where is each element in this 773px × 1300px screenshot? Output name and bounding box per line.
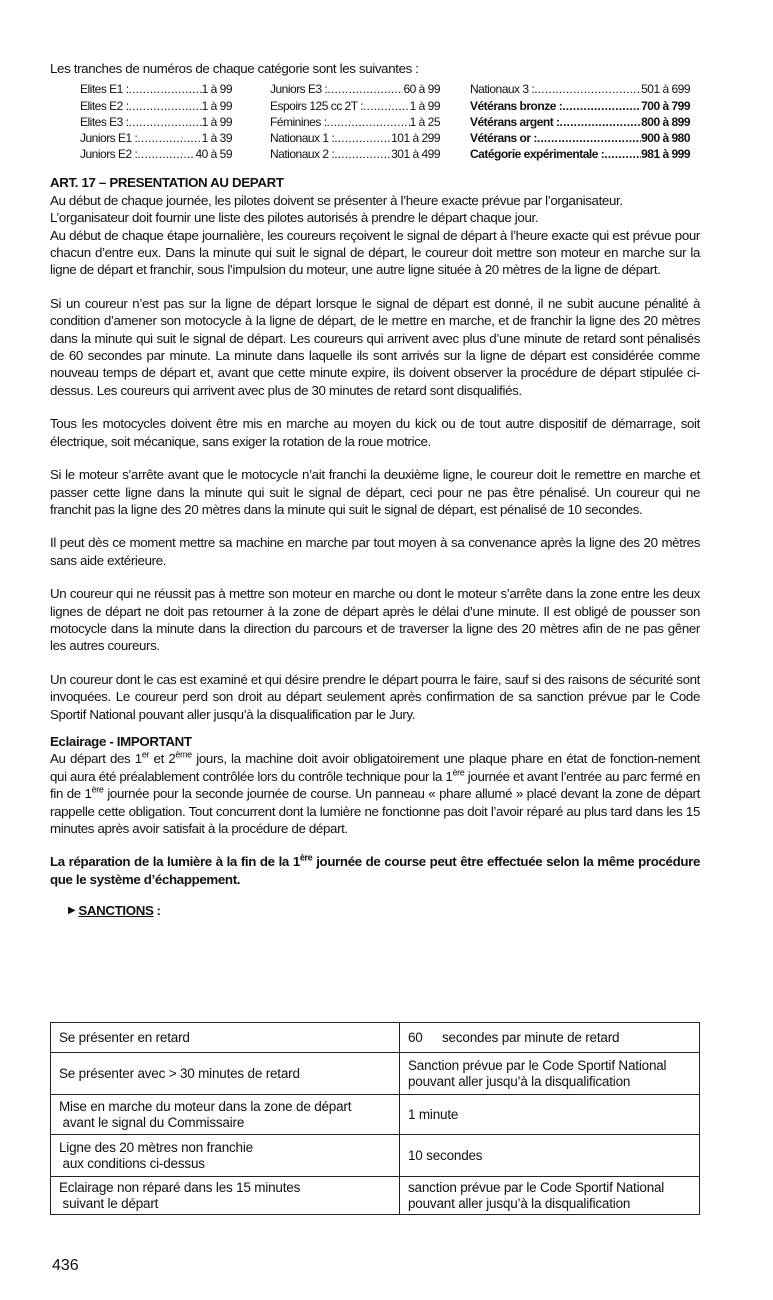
page-number: 436 (52, 1257, 79, 1274)
article-17-paragraph-1c: Au début de chaque étape journalière, les coureurs reçoivent le signal de départ à l’heure exacte qui est prévue pour chacun d’entre eux. Dans la minute qui suit le signal de départ, le coureur doit mettre son moteur en marche sur la ligne de départ et franchir, sous l’impulsion du moteur, une autre ligne située à 20 mètres de la ligne de départ. (50, 227, 700, 278)
range-item: Juniors E1 : ..... 1 à 39 (80, 130, 232, 146)
table-cell: 60 secondes par minute de retard (400, 1023, 700, 1053)
table-cell: Eclairage non réparé dans les 15 minutes suivant le départ (51, 1177, 400, 1215)
table-cell: Sanction prévue par le Code Sportif National pouvant aller jusqu’à la disqualification (400, 1053, 700, 1095)
range-item: Vétérans bronze : ..... 700 à 799 (470, 98, 690, 114)
range-item: Vétérans or : ..... 900 à 980 (470, 130, 690, 146)
article-17-paragraph-4: Si le moteur s’arrête avant que le motocycle n’ait franchi la deuxième ligne, le coureur doit le remettre en marche et passer cette ligne dans la minute qui suit le signal de départ, ceci pour ne pas être pénalisé. Un coureur qui ne franchit pas la ligne des 20 mètres dans la minute qui suit le signal de départ, est pénalisé de 10 secondes. (50, 467, 700, 517)
table-row (51, 1135, 700, 1177)
range-item: Espoirs 125 cc 2T : ..... 1 à 99 (270, 98, 440, 114)
range-item: Vétérans argent : ..... 800 à 899 (470, 114, 690, 130)
sanctions-table (50, 1022, 700, 1215)
table-cell: Se présenter avec > 30 minutes de retard (51, 1053, 400, 1095)
article-17-heading: ART. 17 – PRESENTATION AU DEPART (50, 175, 284, 191)
article-17-paragraph-5: Il peut dès ce moment mettre sa machine en marche par tout moyen à sa convenance après la ligne des 20 mètres sans aide extérieure. (50, 535, 700, 568)
eclairage-bold-note: La réparation de la lumière à la fin de la 1ère journée de course peut être effectuée selon la même procédure que le système d’échappement. (50, 853, 700, 887)
article-17-paragraph-2: Si un coureur n’est pas sur la ligne de départ lorsque le signal de départ est donné, il ne subit aucune pénalité à condition d’amener son motocycle à la ligne de départ, de le mettre en marche, et de franchir la ligne des 20 mètres dans la minute qui suit le signal de départ. Les coureurs qui arrivent avec plus d’une minute de retard sont pénalisés de 60 secondes par minute. La minute dans laquelle ils sont arrivés sur la ligne de départ est considérée comme nouveau temps de départ et, avant que cette minute expire, ils doivent observer la procédure de départ stipulée ci-dessus. Les coureurs qui arrivent avec plus de 30 minutes de retard sont disqualifiés. (50, 295, 700, 398)
article-17-paragraph-1b: L’organisateur doit fournir une liste des pilotes autorisés à prendre le départ chaque jour. (50, 210, 539, 226)
range-item: Juniors E3 : ..... 60 à 99 (270, 81, 440, 97)
article-17-paragraph-1a: Au début de chaque journée, les pilotes doivent se présenter à l’heure exacte prévue par l’organisateur. (50, 192, 623, 208)
table-row (51, 1095, 700, 1135)
range-item: Elites E3 : ..... 1 à 99 (80, 114, 232, 130)
table-row (51, 1053, 700, 1095)
sanctions-heading: ▶ SANCTIONS : (68, 903, 161, 919)
article-17-paragraph-7: Un coureur dont le cas est examiné et qui désire prendre le départ pourra le faire, sauf si des raisons de sécurité sont invoquées. Le coureur perd son droit au départ seulement après confirmation de sa sanction prévue par le Code Sportif National pouvant aller jusqu’à la disqualification par le Jury. (50, 671, 700, 722)
article-17-paragraph-6: Un coureur qui ne réussit pas à mettre son moteur en marche ou dont le moteur s’arrête dans la zone entre les deux lignes de départ ne doit pas retourner à la zone de départ après le délai d’une minute. Il est obligé de pousser son motocycle dans la minute dans la direction du parcours et de traverser la ligne des 20 mètres afin de ne pas gêner les autres coureurs. (50, 586, 700, 654)
range-item: Elites E1 : ..... 1 à 99 (80, 81, 232, 97)
range-item: Féminines : ..... 1 à 25 (270, 114, 440, 130)
ranges-intro: Les tranches de numéros de chaque catégorie sont les suivantes : (50, 61, 419, 76)
table-cell: 1 minute (400, 1095, 700, 1135)
ranges-column-2 (270, 81, 440, 162)
table-cell: sanction prévue par le Code Sportif National pouvant aller jusqu’à la disqualification (400, 1177, 700, 1215)
table-row (51, 1023, 700, 1053)
range-item: Catégorie expérimentale : ..... 981 à 999 (470, 146, 690, 162)
triangle-bullet-icon: ▶ (68, 905, 76, 917)
eclairage-heading: Eclairage - IMPORTANT (50, 733, 192, 749)
table-row (51, 1177, 700, 1215)
article-17-paragraph-3: Tous les motocycles doivent être mis en marche au moyen du kick ou de tout autre dispositif de démarrage, soit électrique, soit mécanique, sans exiger la rotation de la roue motrice. (50, 416, 700, 449)
number-ranges-table (50, 81, 700, 162)
table-cell: 10 secondes (400, 1135, 700, 1177)
table-cell: Se présenter en retard (51, 1023, 400, 1053)
eclairage-paragraph: Au départ des 1er et 2ème jours, la machine doit avoir obligatoirement une plaque phare en état de fonction-nement qui aura été préalablement contrôlée lors du contrôle technique pour la 1ère journée et avant l’entrée au parc fermé en fin de 1ère journée pour la seconde journée de course. Un panneau « phare allumé » placé devant la zone de départ rappelle cette obligation. Tout concurrent dont la lumière ne fonctionne pas doit l’avoir réparé au plus tard dans les 15 minutes après avoir satisfait à la procédure de départ. (50, 749, 700, 837)
range-item: Elites E2 : ..... 1 à 99 (80, 98, 232, 114)
range-item: Juniors E2 : ..... 40 à 59 (80, 146, 232, 162)
range-item: Nationaux 1 : ..... 101 à 299 (270, 130, 440, 146)
range-item: Nationaux 3 : ..... 501 à 699 (470, 81, 690, 97)
table-cell: Mise en marche du moteur dans la zone de départ avant le signal du Commissaire (51, 1095, 400, 1135)
ranges-column-3 (470, 81, 690, 162)
ranges-column-1 (80, 81, 232, 162)
table-cell: Ligne des 20 mètres non franchie aux conditions ci-dessus (51, 1135, 400, 1177)
range-item: Nationaux 2 : ..... 301 à 499 (270, 146, 440, 162)
page-body (50, 60, 700, 920)
